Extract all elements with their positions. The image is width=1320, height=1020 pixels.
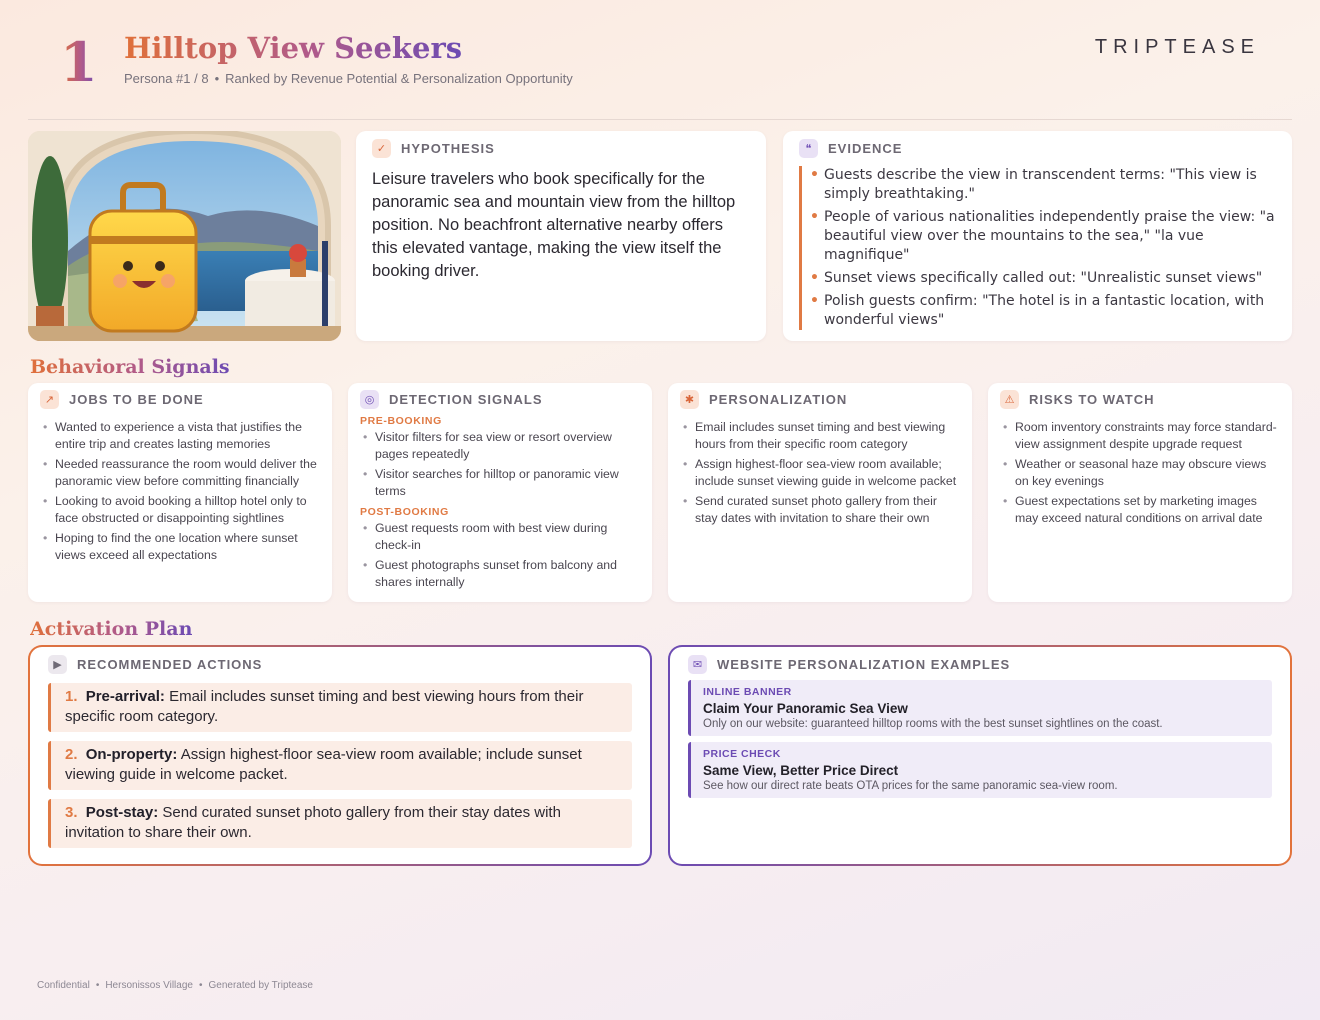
risks-label: RISKS TO WATCH <box>1029 392 1155 407</box>
persona-illustration <box>28 131 341 341</box>
quote-icon: ❝ <box>799 139 818 158</box>
example-title: Same View, Better Price Direct <box>703 763 899 778</box>
list-item: • Hoping to find the one location where sunset views exceed all expectations <box>40 530 320 564</box>
hypothesis-label: HYPOTHESIS <box>401 141 495 156</box>
pre-booking-label: PRE-BOOKING <box>360 415 442 427</box>
examples-header <box>688 655 1272 674</box>
evidence-card <box>783 131 1292 341</box>
hypothesis-header <box>372 139 750 158</box>
post-booking-label: POST-BOOKING <box>360 506 449 518</box>
action-text: Assign highest-floor sea-view room available; include sunset viewing guide in welcome packet. <box>65 746 582 783</box>
footer-generated: Generated by Triptease <box>208 980 313 991</box>
mail-icon: ✉ <box>688 655 707 674</box>
pre-booking-list <box>360 429 640 500</box>
page-subtitle <box>124 71 573 86</box>
example-body: See how our direct rate beats OTA prices for the same panoramic sea-view room. <box>703 780 1118 792</box>
activation-section-title: Activation Plan <box>30 618 193 640</box>
detection-card <box>348 383 652 602</box>
hypothesis-text: Leisure travelers who book specifically for the panoramic sea and mountain view from the hilltop position. No beachfront alternative nearby offers this elevated vantage, making the view itself the booking driver. <box>372 170 736 280</box>
list-item: • Email includes sunset timing and best viewing hours from their specific room category <box>680 419 960 453</box>
list-item: • Visitor filters for sea view or resort overview pages repeatedly <box>360 429 640 463</box>
action-number: 3. <box>65 804 78 821</box>
example-title: Claim Your Panoramic Sea View <box>703 701 908 716</box>
action-number: 1. <box>65 688 78 705</box>
evidence-item: • Guests describe the view in transcendent terms: "This view is simply breathtaking." <box>824 166 1276 204</box>
personalization-label: PERSONALIZATION <box>709 392 848 407</box>
action-stage: On-property: <box>85 746 178 763</box>
ranking-basis: Ranked by Revenue Potential & Personalization Opportunity <box>225 71 573 86</box>
jobs-card <box>28 383 332 602</box>
website-examples-card <box>668 645 1292 866</box>
example-item <box>688 742 1272 798</box>
example-body: Only on our website: guaranteed hilltop rooms with the best sunset sightlines on the coast. <box>703 718 1163 730</box>
page-header <box>0 0 1320 120</box>
list-item: • Wanted to experience a vista that justifies the entire trip and creates lasting memories <box>40 419 320 453</box>
behavioral-section-title: Behavioral Signals <box>30 356 230 378</box>
personalization-header <box>680 390 960 409</box>
brand-logo: TRIPTEASE <box>1094 36 1260 58</box>
personalization-card <box>668 383 972 602</box>
list-item: • Weather or seasonal haze may obscure views on key evenings <box>1000 456 1280 490</box>
action-stage: Post-stay: <box>85 804 159 821</box>
list-item: • Assign highest-floor sea-view room available; include sunset viewing guide in welcome packet <box>680 456 960 490</box>
example-kicker: PRICE CHECK <box>703 748 781 760</box>
play-icon: ▶ <box>48 655 67 674</box>
evidence-item: • Sunset views specifically called out: "Unrealistic sunset views" <box>824 269 1276 288</box>
evidence-list <box>799 166 1276 330</box>
jobs-header <box>40 390 320 409</box>
risks-card <box>988 383 1292 602</box>
separator-dot: • <box>198 980 203 991</box>
action-text: Email includes sunset timing and best viewing hours from their specific room category. <box>65 688 584 725</box>
evidence-header <box>799 139 1276 158</box>
actions-label: RECOMMENDED ACTIONS <box>77 657 263 672</box>
example-item <box>688 680 1272 736</box>
example-kicker: INLINE BANNER <box>703 686 792 698</box>
list-item: • Guest photographs sunset from balcony and shares internally <box>360 557 640 591</box>
jobs-list <box>40 419 320 564</box>
warning-icon: ⚠ <box>1000 390 1019 409</box>
list-item: • Looking to avoid booking a hilltop hotel only to face obstructed or disappointing sightlines <box>40 493 320 527</box>
list-item: • Send curated sunset photo gallery from their stay dates with invitation to share their own <box>680 493 960 527</box>
page-footer <box>37 980 313 991</box>
separator-dot: • <box>95 980 100 991</box>
list-item: • Needed reassurance the room would deliver the panoramic view before committing financially <box>40 456 320 490</box>
action-item <box>48 683 632 732</box>
persona-index: Persona #1 / 8 <box>124 71 209 86</box>
footer-confidential: Confidential <box>37 980 90 991</box>
target-icon: ◎ <box>360 390 379 409</box>
detection-header <box>360 390 640 409</box>
action-number: 2. <box>65 746 78 763</box>
personalization-list <box>680 419 960 527</box>
sparkle-icon: ✱ <box>680 390 699 409</box>
check-icon: ✓ <box>372 139 391 158</box>
footer-property: Hersonissos Village <box>105 980 193 991</box>
risks-list <box>1000 419 1280 527</box>
actions-header <box>48 655 632 674</box>
jobs-label: JOBS TO BE DONE <box>69 392 204 407</box>
arrow-up-right-icon: ↗ <box>40 390 59 409</box>
separator-dot: • <box>214 71 220 86</box>
action-item <box>48 799 632 848</box>
header-divider <box>28 119 1292 120</box>
page-title: Hilltop View Seekers <box>124 31 463 65</box>
evidence-item: • People of various nationalities independently praise the view: "a beautiful view over the mountains to the sea," "la vue magnifique" <box>824 208 1276 265</box>
recommended-actions-card <box>28 645 652 866</box>
evidence-label: EVIDENCE <box>828 141 903 156</box>
persona-rank: 1 <box>60 30 98 94</box>
detection-label: DETECTION SIGNALS <box>389 392 543 407</box>
action-item <box>48 741 632 790</box>
list-item: • Guest expectations set by marketing images may exceed natural conditions on arrival date <box>1000 493 1280 527</box>
post-booking-list <box>360 520 640 591</box>
list-item: • Visitor searches for hilltop or panoramic view terms <box>360 466 640 500</box>
action-text: Send curated sunset photo gallery from their stay dates with invitation to share their own. <box>65 804 561 841</box>
examples-label: WEBSITE PERSONALIZATION EXAMPLES <box>717 657 1011 672</box>
evidence-item: • Polish guests confirm: "The hotel is in a fantastic location, with wonderful views" <box>824 292 1276 330</box>
list-item: • Room inventory constraints may force standard-view assignment despite upgrade request <box>1000 419 1280 453</box>
risks-header <box>1000 390 1280 409</box>
action-stage: Pre-arrival: <box>85 688 165 705</box>
hypothesis-card <box>356 131 766 341</box>
list-item: • Guest requests room with best view during check-in <box>360 520 640 554</box>
